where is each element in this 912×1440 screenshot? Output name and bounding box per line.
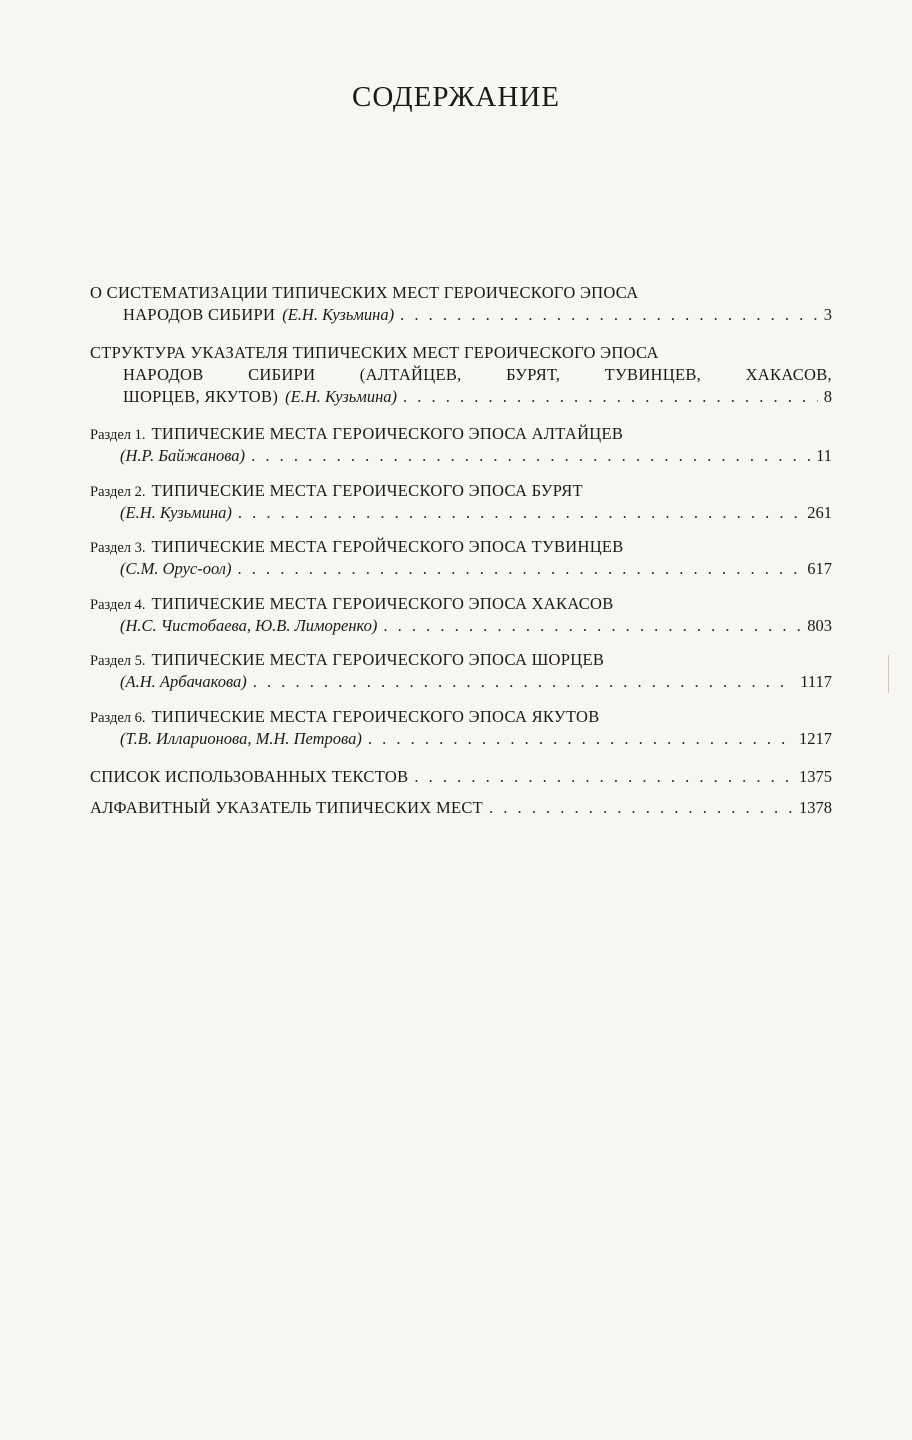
toc-section-1[interactable]: [90, 423, 832, 467]
dot-leader: [238, 502, 801, 524]
title-word: НАРОДОВ: [123, 365, 204, 384]
page-edge-mark: [888, 655, 889, 693]
page-number: 1117: [800, 672, 832, 691]
section-title: ТИПИЧЕСКИЕ МЕСТА ГЕРОИЧЕСКОГО ЭПОСА ЯКУТОВ: [151, 707, 600, 726]
toc-section-6[interactable]: [90, 706, 832, 750]
title-word: СИБИРИ: [248, 365, 316, 384]
toc-section-2[interactable]: [90, 480, 832, 524]
section-title: ТИПИЧЕСКИЕ МЕСТА ГЕРОИЧЕСКОГО ЭПОСА БУРЯТ: [151, 481, 583, 500]
section-author: (Е.Н. Кузьмина): [120, 503, 232, 522]
section-label: Раздел 5.: [90, 653, 146, 669]
dot-leader: [414, 766, 793, 788]
dot-leader: [403, 386, 818, 408]
page-title: СОДЕРЖАНИЕ: [352, 81, 560, 114]
page-number: 3: [823, 305, 832, 324]
entry-title-line: О СИСТЕМАТИЗАЦИИ ТИПИЧЕСКИХ МЕСТ ГЕРОИЧЕСКОГО ЭПОСА: [90, 283, 639, 302]
title-word: (АЛТАЙЦЕВ,: [359, 365, 462, 384]
toc-entry-sources[interactable]: [90, 766, 832, 788]
dot-leader: [251, 445, 810, 467]
toc-entry-systematization[interactable]: [90, 282, 832, 326]
toc-section-4[interactable]: [90, 593, 832, 637]
page-number: 261: [807, 503, 832, 522]
section-title: ТИПИЧЕСКИЕ МЕСТА ГЕРОИЧЕСКОГО ЭПОСА АЛТАЙЦЕВ: [151, 424, 624, 443]
toc-section-5[interactable]: [90, 649, 832, 693]
page-number: 11: [816, 446, 832, 465]
dot-leader: [489, 797, 793, 819]
section-author: (Н.Р. Байжанова): [120, 446, 246, 465]
section-label: Раздел 6.: [90, 710, 146, 726]
section-label: Раздел 2.: [90, 484, 146, 500]
section-label: Раздел 4.: [90, 597, 146, 613]
entry-title: СПИСОК ИСПОЛЬЗОВАННЫХ ТЕКСТОВ: [90, 767, 409, 786]
page-number: 1217: [799, 729, 832, 748]
toc-entry-structure[interactable]: [90, 342, 832, 408]
page-number: 1378: [799, 798, 832, 817]
dot-leader: [253, 671, 794, 693]
section-label: Раздел 3.: [90, 540, 146, 556]
entry-title-line: ШОРЦЕВ, ЯКУТОВ): [123, 387, 279, 406]
title-word: БУРЯТ,: [506, 365, 561, 384]
page-number: 1375: [799, 767, 832, 786]
dot-leader: [383, 615, 801, 637]
title-word: ТУВИНЦЕВ,: [604, 365, 702, 384]
page-number: 617: [807, 559, 832, 578]
page-number: 803: [807, 616, 832, 635]
toc-entry-index[interactable]: [90, 797, 832, 819]
toc-section-3[interactable]: [90, 536, 832, 580]
entry-title: АЛФАВИТНЫЙ УКАЗАТЕЛЬ ТИПИЧЕСКИХ МЕСТ: [90, 798, 484, 817]
entry-author: (Е.Н. Кузьмина): [282, 305, 395, 324]
entry-title-line: [123, 364, 832, 386]
entry-title-line: СТРУКТУРА УКАЗАТЕЛЯ ТИПИЧЕСКИХ МЕСТ ГЕРОИЧЕСКОГО ЭПОСА: [90, 343, 659, 362]
section-author: (Т.В. Илларионова, М.Н. Петрова): [120, 729, 362, 748]
page-number: 8: [823, 387, 832, 406]
entry-title-line: НАРОДОВ СИБИРИ: [123, 305, 276, 324]
section-author: (Н.С. Чистобаева, Ю.В. Лиморенко): [120, 616, 378, 635]
title-word: ХАКАСОВ,: [745, 365, 832, 384]
section-label: Раздел 1.: [90, 427, 146, 443]
section-title: ТИПИЧЕСКИЕ МЕСТА ГЕРОИЧЕСКОГО ЭПОСА ШОРЦЕВ: [151, 650, 605, 669]
section-title: ТИПИЧЕСКИЕ МЕСТА ГЕРОЙЧЕСКОГО ЭПОСА ТУВИНЦЕВ: [151, 537, 624, 556]
entry-author: (Е.Н. Кузьмина): [285, 387, 398, 406]
section-title: ТИПИЧЕСКИЕ МЕСТА ГЕРОИЧЕСКОГО ЭПОСА ХАКАСОВ: [151, 594, 614, 613]
dot-leader: [238, 558, 802, 580]
dot-leader: [400, 304, 818, 326]
section-author: (А.Н. Арбачакова): [120, 672, 247, 691]
dot-leader: [368, 728, 793, 750]
section-author: (С.М. Орус-оол): [120, 559, 232, 578]
